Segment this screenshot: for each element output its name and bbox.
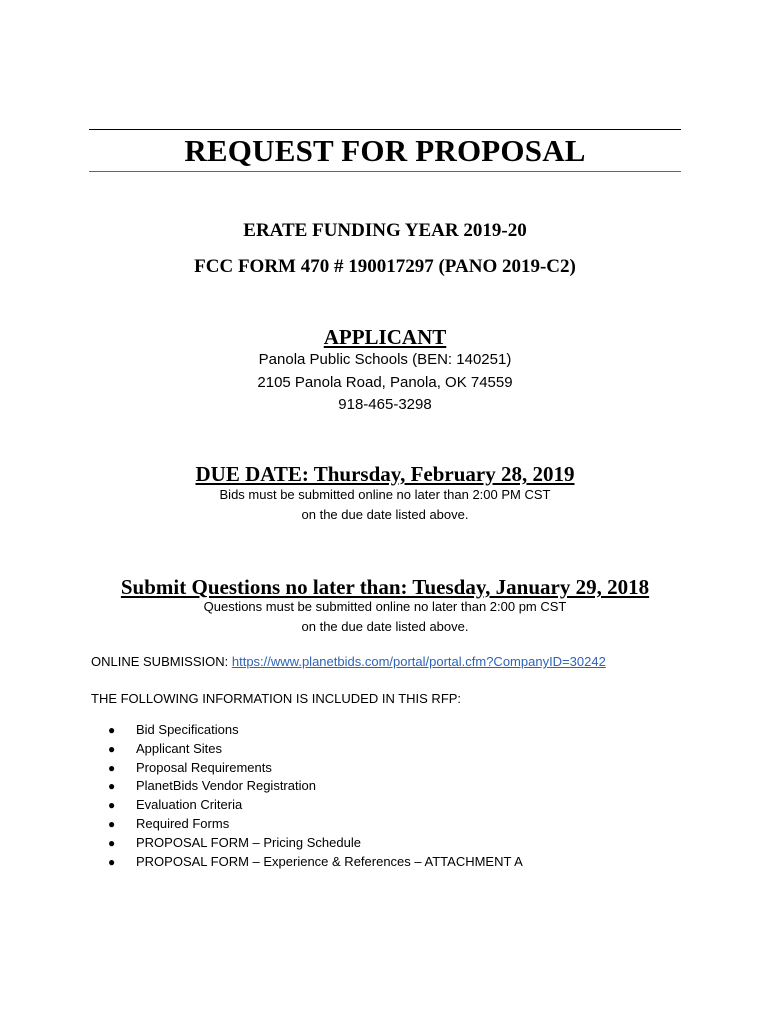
list-item-label: Proposal Requirements	[136, 759, 272, 775]
fcc-form-number: FCC FORM 470 # 190017297 (PANO 2019-C2)	[194, 256, 576, 277]
online-submission-label: ONLINE SUBMISSION:	[91, 654, 229, 669]
applicant-address: 2105 Panola Road, Panola, OK 74559	[257, 374, 513, 391]
title-top-rule	[89, 129, 681, 130]
list-item-label: Applicant Sites	[136, 740, 222, 756]
applicant-phone: 918-465-3298	[338, 396, 432, 413]
questions-note-line1: Questions must be submitted online no later than 2:00 pm CST	[203, 599, 567, 614]
applicant-name: Panola Public Schools (BEN: 140251)	[258, 351, 512, 368]
list-item	[108, 853, 523, 872]
due-date-note-line1: Bids must be submitted online no later than 2:00 PM CST	[219, 487, 551, 502]
included-items-list	[108, 721, 523, 871]
list-item-label: Required Forms	[136, 815, 230, 831]
applicant-heading: APPLICANT	[323, 325, 447, 349]
due-date-heading: DUE DATE: Thursday, February 28, 2019	[195, 462, 575, 486]
due-date-note-line2: on the due date listed above.	[301, 507, 469, 522]
list-item	[108, 740, 523, 759]
list-item	[108, 796, 523, 815]
title-bottom-rule	[89, 171, 681, 172]
questions-note-line2: on the due date listed above.	[301, 619, 469, 634]
funding-year: ERATE FUNDING YEAR 2019-20	[243, 220, 527, 241]
bullet-icon: ●	[108, 798, 116, 813]
list-item	[108, 815, 523, 834]
list-item-label: Evaluation Criteria	[136, 797, 243, 813]
included-info-heading: THE FOLLOWING INFORMATION IS INCLUDED IN THIS RFP:	[91, 691, 462, 706]
list-item-label: PROPOSAL FORM – Pricing Schedule	[136, 834, 361, 850]
list-item	[108, 759, 523, 778]
bullet-icon: ●	[108, 760, 116, 775]
list-item	[108, 834, 523, 853]
bullet-icon: ●	[108, 816, 116, 831]
bullet-icon: ●	[108, 854, 116, 869]
list-item-label: PROPOSAL FORM – Experience & References – ATTACHMENT A	[136, 853, 523, 869]
list-item	[108, 777, 523, 796]
bullet-icon: ●	[108, 723, 116, 737]
list-item	[108, 721, 523, 740]
list-item-label: PlanetBids Vendor Registration	[136, 778, 316, 794]
online-submission	[91, 654, 606, 669]
bullet-icon: ●	[108, 835, 116, 850]
list-item-label: Bid Specifications	[136, 722, 239, 737]
bullet-icon: ●	[108, 779, 116, 794]
document-title: REQUEST FOR PROPOSAL	[184, 133, 586, 168]
bullet-icon: ●	[108, 741, 116, 756]
online-submission-link[interactable]: https://www.planetbids.com/portal/portal.cfm?CompanyID=30242	[231, 654, 606, 669]
questions-deadline-heading: Submit Questions no later than: Tuesday, January 29, 2018	[120, 575, 650, 599]
